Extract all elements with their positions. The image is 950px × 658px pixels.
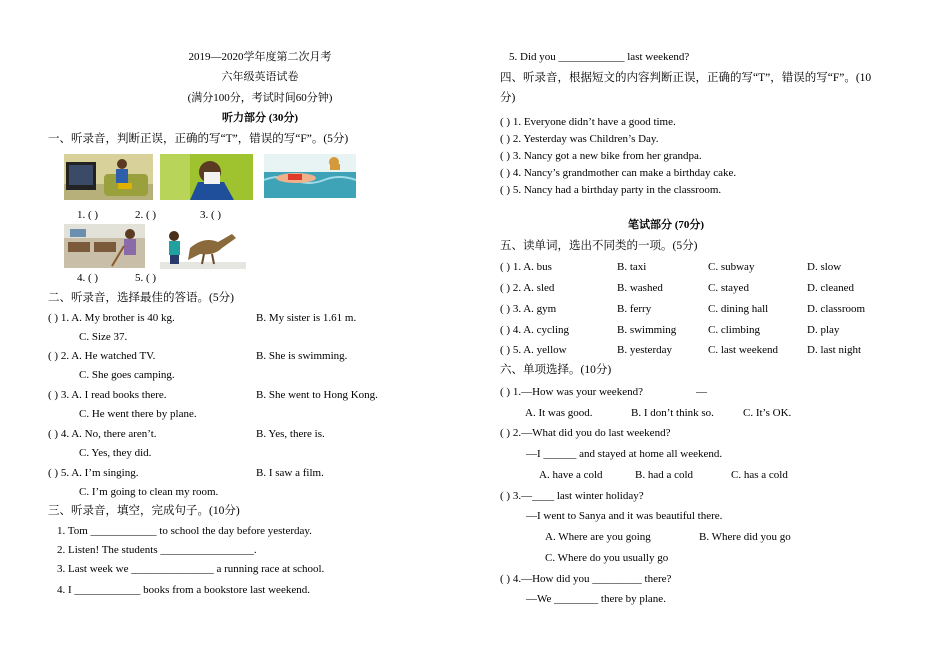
picture-label-5: 5. ( ) <box>135 272 157 284</box>
s6-q2-option-c: C. has a cold <box>731 469 788 481</box>
section5-title: 五、读单词，选出不同类的一项。(5分) <box>500 240 698 252</box>
s6-q2-option-a: A. have a cold <box>539 469 603 481</box>
s2-q1-option-b: B. My sister is 1.61 m. <box>256 312 357 324</box>
s5-q2-d: D. cleaned <box>807 282 855 294</box>
s2-q5-option-c: C. I’m going to clean my room. <box>79 486 219 498</box>
section4-title: 四、听录音，根据短文的内容判断正误，正确的写“T”，错误的写“F”。(10 <box>500 72 872 84</box>
s5-q3-d: D. classroom <box>807 303 866 315</box>
s5-q2-b: B. washed <box>617 282 663 294</box>
s6-q4-response: —We ________ there by plane. <box>526 593 666 605</box>
s2-q2-option-a: ( ) 2. A. He watched TV. <box>48 350 156 362</box>
s5-q4-c: C. climbing <box>708 324 760 336</box>
s5-q3-a: ( ) 3. A. gym <box>500 303 557 315</box>
section1-title: 一、听录音，判断正误，正确的写“T”，错误的写“F”。(5分) <box>48 133 349 145</box>
s4-item-3: ( ) 3. Nancy got a new bike from her grandpa. <box>500 150 702 162</box>
s5-q5-d: D. last night <box>807 344 862 356</box>
s2-q2-option-b: B. She is swimming. <box>256 350 348 362</box>
s2-q3-option-b: B. She went to Hong Kong. <box>256 389 378 401</box>
s5-q5-c: C. last weekend <box>708 344 778 356</box>
s5-q5-a: ( ) 5. A. yellow <box>500 344 567 356</box>
section6-title: 六、单项选择。(10分) <box>500 364 612 376</box>
s6-q3-question: ( ) 3.—____ last winter holiday? <box>500 490 644 502</box>
s2-q4-option-b: B. Yes, there is. <box>256 428 325 440</box>
s2-q2-option-c: C. She goes camping. <box>79 369 175 381</box>
s2-q4-option-c: C. Yes, they did. <box>79 447 152 459</box>
s3-line-5: 5. Did you ____________ last weekend? <box>509 51 690 63</box>
picture-label-1: 1. ( ) <box>77 209 99 221</box>
exam-year-title: 2019—2020学年度第二次月考 <box>188 51 332 63</box>
score-info: (满分100分，考试时间60分钟) <box>187 92 333 104</box>
writing-part-title: 笔试部分 (70分) <box>627 219 705 231</box>
s6-q2-response: —I ______ and stayed at home all weekend. <box>526 448 723 460</box>
exam-name: 六年级英语试卷 <box>221 71 299 83</box>
section3-title: 三、听录音，填空，完成句子。(10分) <box>48 505 240 517</box>
s6-q2-option-b: B. had a cold <box>635 469 694 481</box>
picture-sneezing <box>160 154 253 200</box>
picture-dinosaur <box>160 224 246 269</box>
picture-label-4: 4. ( ) <box>77 272 99 284</box>
s5-q2-c: C. stayed <box>708 282 749 294</box>
s4-item-4: ( ) 4. Nancy’s grandmother can make a birthday cake. <box>500 167 737 179</box>
picture-watching-tv <box>64 154 153 200</box>
section4-title-cont: 分) <box>500 92 516 104</box>
s3-line-4: 4. I ____________ books from a bookstore last weekend. <box>57 584 310 596</box>
s6-q3-response: —I went to Sanya and it was beautiful there. <box>526 510 723 522</box>
s2-q3-option-c: C. He went there by plane. <box>79 408 197 420</box>
s6-q1-option-a: A. It was good. <box>525 407 593 419</box>
s5-q4-a: ( ) 4. A. cycling <box>500 324 570 336</box>
s4-item-1: ( ) 1. Everyone didn’t have a good time. <box>500 116 676 128</box>
s5-q5-b: B. yesterday <box>617 344 672 356</box>
s6-q1-dash: — <box>696 386 707 398</box>
s2-q1-option-c: C. Size 37. <box>79 331 128 343</box>
s6-q2-question: ( ) 2.—What did you do last weekend? <box>500 427 671 439</box>
s6-q3-option-a: A. Where are you going <box>545 531 651 543</box>
s5-q1-b: B. taxi <box>617 261 647 273</box>
picture-swimming <box>264 154 356 198</box>
s2-q1-option-a: ( ) 1. A. My brother is 40 kg. <box>48 312 175 324</box>
s5-q1-c: C. subway <box>708 261 755 273</box>
s2-q3-option-a: ( ) 3. A. I read books there. <box>48 389 167 401</box>
s5-q3-c: C. dining hall <box>708 303 769 315</box>
s5-q1-a: ( ) 1. A. bus <box>500 261 552 273</box>
s2-q5-option-a: ( ) 5. A. I’m singing. <box>48 467 139 479</box>
s5-q4-d: D. play <box>807 324 840 336</box>
picture-label-2: 2. ( ) <box>135 209 157 221</box>
s2-q4-option-a: ( ) 4. A. No, there aren’t. <box>48 428 157 440</box>
s5-q4-b: B. swimming <box>617 324 677 336</box>
picture-label-3: 3. ( ) <box>200 209 222 221</box>
section2-title: 二、听录音，选择最佳的答语。(5分) <box>48 292 234 304</box>
s6-q1-option-b: B. I don’t think so. <box>631 407 714 419</box>
s4-item-5: ( ) 5. Nancy had a birthday party in the classroom. <box>500 184 722 196</box>
s3-line-2: 2. Listen! The students _________________. <box>57 544 257 556</box>
s6-q1-question: ( ) 1.—How was your weekend? <box>500 386 643 398</box>
s6-q1-option-c: C. It’s OK. <box>743 407 792 419</box>
s5-q3-b: B. ferry <box>617 303 652 315</box>
s6-q3-option-b: B. Where did you go <box>699 531 791 543</box>
s2-q5-option-b: B. I saw a film. <box>256 467 324 479</box>
s5-q2-a: ( ) 2. A. sled <box>500 282 555 294</box>
s5-q1-d: D. slow <box>807 261 842 273</box>
s6-q3-option-c: C. Where do you usually go <box>545 552 669 564</box>
s6-q4-question: ( ) 4.—How did you _________ there? <box>500 573 672 585</box>
s4-item-2: ( ) 2. Yesterday was Children’s Day. <box>500 133 659 145</box>
s3-line-3: 3. Last week we _______________ a running race at school. <box>57 563 325 575</box>
picture-sweeping <box>64 224 145 268</box>
s3-line-1: 1. Tom ____________ to school the day before yesterday. <box>57 525 312 537</box>
listening-part-title: 听力部分 (30分) <box>221 112 299 124</box>
